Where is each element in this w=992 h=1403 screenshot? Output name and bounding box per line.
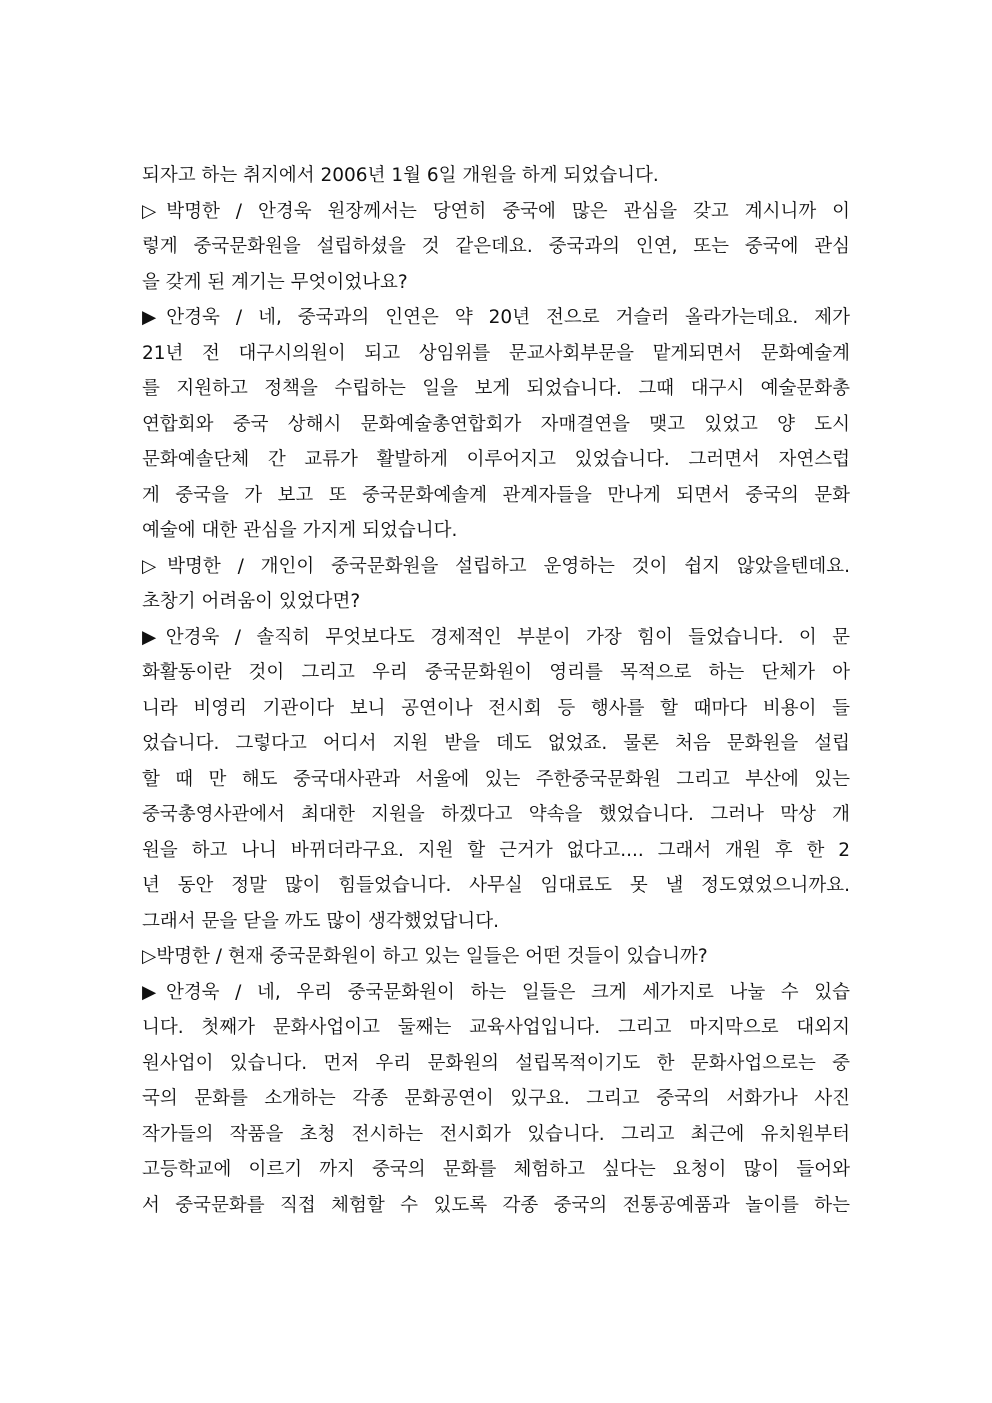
- text-line: 할 때 만 해도 중국대사관과 서울에 있는 주한중국문화원 그리고 부산에 있는: [142, 768, 850, 790]
- text-line: 되자고 하는 취지에서 2006년 1월 6일 개원을 하게 되었습니다.: [142, 165, 659, 186]
- text-line: ▶안경욱 / 네, 중국과의 인연은 약 20년 전으로 거슬러 올라가는데요. 제가: [142, 307, 850, 328]
- text-line: 연합회와 중국 상해시 문화예술총연합회가 자매결연을 맺고 있었고 양 도시: [142, 413, 850, 435]
- text-line: ▷박명한 / 현재 중국문화원이 하고 있는 일들은 어떤 것들이 있습니까?: [142, 946, 708, 967]
- text-line: ▶안경욱 / 솔직히 무엇보다도 경제적인 부분이 가장 힘이 들었습니다. 이 문: [142, 626, 850, 648]
- text-line: 서 중국문화를 직접 체험할 수 있도록 각종 중국의 전통공예품과 놀이를 하는: [142, 1194, 850, 1216]
- text-line: 를 지원하고 정책을 수립하는 일을 보게 되었습니다. 그때 대구시 예술문화총: [142, 378, 850, 399]
- text-line: 초창기 어려움이 있었다면?: [142, 591, 361, 612]
- text-line: ▷박명한 / 개인이 중국문화원을 설립하고 운영하는 것이 쉽지 않았을텐데요.: [142, 555, 850, 577]
- text-line: 작가들의 작품을 초청 전시하는 전시회가 있습니다. 그리고 최근에 유치원부터: [142, 1123, 850, 1145]
- text-line: 을 갖게 된 계기는 무엇이었나요?: [142, 271, 408, 293]
- text-line: 니다. 첫째가 문화사업이고 둘째는 교육사업입니다. 그리고 마지막으로 대외지: [142, 1017, 850, 1038]
- text-line: 문화예솔단체 간 교류가 활발하게 이루어지고 있었습니다. 그러면서 자연스럽: [142, 449, 850, 470]
- text-line: 화활동이란 것이 그리고 우리 중국문화원이 영리를 목적으로 하는 단체가 아: [142, 662, 850, 683]
- text-line: 년 동안 정말 많이 힘들었습니다. 사무실 임대료도 못 낼 정도였었으니까요.: [142, 875, 850, 896]
- text-line: 렇게 중국문화원을 설립하셨을 것 같은데요. 중국과의 인연, 또는 중국에 관심: [142, 236, 850, 257]
- text-line: 중국총영사관에서 최대한 지원을 하겠다고 약속을 했었습니다. 그러나 막상 개: [142, 804, 850, 825]
- text-line: 게 중국을 가 보고 또 중국문화예솔계 관계자들을 만나게 되면서 중국의 문화: [142, 484, 850, 506]
- text-line: 예술에 대한 관심을 가지게 되었습니다.: [142, 520, 458, 541]
- text-line: ▶안경욱 / 네, 우리 중국문화원이 하는 일들은 크게 세가지로 나눌 수 있습: [142, 981, 850, 1003]
- text-line: 국의 문화를 소개하는 각종 문화공연이 있구요. 그리고 중국의 서화가나 사진: [142, 1088, 850, 1109]
- text-line: ▷박명한 / 안경욱 원장께서는 당연히 중국에 많은 관심을 갖고 계시니까 이: [142, 200, 850, 222]
- text-line: 었습니다. 그렇다고 어디서 지원 받을 데도 없었죠. 물론 처음 문화원을 설립: [142, 733, 850, 754]
- text-line: 원사업이 있습니다. 먼저 우리 문화원의 설립목적이기도 한 문화사업으로는 중: [142, 1052, 850, 1074]
- text-line: 고등학교에 이르기 까지 중국의 문화를 체험하고 싶다는 요청이 많이 들어와: [142, 1159, 850, 1180]
- text-line: 니라 비영리 기관이다 보니 공연이나 전시회 등 행사를 할 때마다 비용이 들: [142, 697, 850, 719]
- document-body: [142, 158, 850, 1223]
- text-line: 그래서 문을 닫을 까도 많이 생각했었답니다.: [142, 910, 499, 932]
- text-line: 21년 전 대구시의원이 되고 상임위를 문교사회부문을 맡게되면서 문화예술계: [142, 342, 850, 364]
- text-line: 원을 하고 나니 바뀌더라구요. 지원 할 근거가 없다고.... 그래서 개원 후 한 2: [142, 839, 850, 861]
